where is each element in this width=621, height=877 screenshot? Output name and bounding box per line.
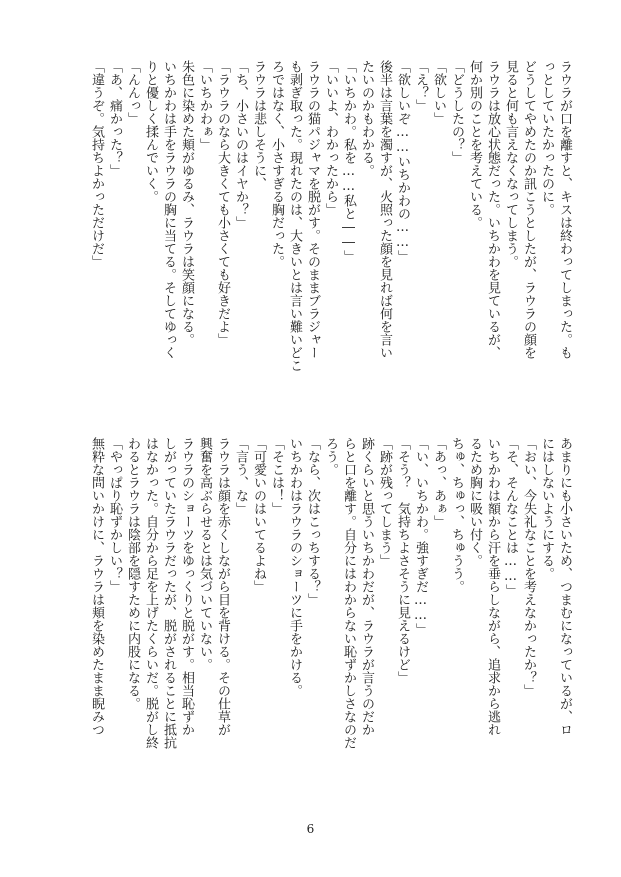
- text-line: 後半は言葉を濁すが、火照った顔を見れば何を言い: [377, 60, 392, 359]
- text-line: 「跡が残ってしまう」: [377, 437, 392, 567]
- text-line: 跡くらいと思ういちかわだが、ラウラが言うのだか: [359, 437, 374, 736]
- text-line: いちかわは手をラウラの胸に当てる。そしてゆっく: [161, 60, 176, 359]
- text-line: しがっていたラウラだったが、脱がされることに抵抗: [161, 437, 176, 749]
- text-line: 何か別のことを考えている。: [467, 60, 482, 229]
- text-line: あまりにも小さいため、つまむになっているが、ロ: [557, 437, 572, 736]
- text-line: わるとラウラは陰部を隠すために内股になる。: [125, 437, 140, 710]
- text-line: 「い、いちかわ。強すぎだ……」: [413, 437, 428, 636]
- text-line: 「んんっ」: [125, 60, 140, 125]
- text-line: 興奮を高ぶらせるとは気づいていない。: [197, 437, 212, 671]
- text-line: 「あ、痛かった？」: [107, 60, 122, 177]
- text-line: ラウラのショーツをゆっくりと脱がす。相当恥ずか: [179, 437, 194, 736]
- text-line: ろう。: [323, 437, 338, 476]
- text-line: 「ラウラのなら大きくても小さくても好きだよ」: [215, 60, 230, 346]
- text-line: 「え？」: [413, 60, 428, 112]
- text-line: 「そ、そんなことは……」: [503, 437, 518, 597]
- text-line: 「違うぞ。気持ちよかっただけだ」: [89, 60, 104, 268]
- text-line: 「どうしたの？」: [449, 60, 464, 164]
- text-line: っとしていたかったのに。: [539, 60, 554, 216]
- text-line: 見ると何も言えなくなってしまう。: [503, 60, 518, 268]
- text-line: いちかわはラウラのショーツに手をかける。: [287, 437, 302, 697]
- text-line: たいのかもわかる。: [359, 60, 374, 177]
- text-line: 「そう？ 気持ちよさそうに見えるけど」: [395, 437, 410, 684]
- text-line: にはしないようにする。: [539, 437, 554, 580]
- text-line: るため胸に吸い付く。: [467, 437, 482, 567]
- text-line: 「いちかわぁ」: [197, 60, 212, 151]
- text-line: どうしてやめたのか訊こうとしたが、ラウラの顔を: [521, 60, 536, 359]
- text-line: 「いちかわ。私を……私と――」: [341, 60, 356, 263]
- text-line: 「おい、今失礼なことを考えなかったか？」: [521, 437, 536, 697]
- text-line: らと口を離す。自分にはわからない恥ずかしさなのだ: [341, 437, 356, 749]
- text-line: 「可愛いのはいてるよね」: [251, 437, 266, 593]
- text-block-upper: [87, 60, 573, 390]
- text-line: 「欲しいぞ……いちかわの……」: [395, 60, 410, 263]
- text-line: 「そこは！」: [269, 437, 284, 515]
- text-line: ろではなく、小さすぎる胸だった。: [269, 60, 284, 268]
- text-line: はなかった。自分から足を上げたくらいだ。脱がし終: [143, 437, 158, 749]
- text-line: 「言う、な」: [233, 437, 248, 515]
- text-line: りと優しく揉んでいく。: [143, 60, 158, 203]
- text-line: ちゅ、ちゅっ、ちゅうう。: [449, 437, 464, 593]
- text-line: ラウラが口を離すと、キスは終わってしまった。も: [557, 60, 572, 359]
- text-line: ラウラは放心状態だった。いちかわを見ているが、: [485, 60, 500, 359]
- page-number: 6: [306, 822, 315, 836]
- text-line: 無粋な問いかけに、ラウラは頬を染めたまま睨みつ: [89, 437, 104, 736]
- text-line: 「やっぱり恥ずかしい？」: [107, 437, 122, 593]
- text-line: 「あっ、あぁ」: [431, 437, 446, 528]
- text-line: も剥ぎ取った。現れたのは、大きいとは言い難いどこ: [287, 60, 302, 372]
- text-line: 「欲しい」: [431, 60, 446, 125]
- text-line: 「いいよ、わかったから」: [323, 60, 338, 216]
- text-line: 「ち、小さいのはイヤか？」: [233, 60, 248, 229]
- text-line: ラウラは悲しそうに、: [251, 60, 266, 190]
- text-line: いちかわは額から汗を垂らしながら、追求から逃れ: [485, 437, 500, 736]
- text-line: 朱色に染めた頬がゆるみ、ラウラは笑顔になる。: [179, 60, 194, 346]
- text-line: ラウラは顔を赤くしながら目を背ける。その仕草が: [215, 437, 230, 736]
- text-line: 「なら、次はこっちする？」: [305, 437, 320, 606]
- text-line: ラウラの猫パジャマを脱がす。そのままブラジャー: [305, 60, 320, 359]
- text-block-lower: [87, 437, 573, 757]
